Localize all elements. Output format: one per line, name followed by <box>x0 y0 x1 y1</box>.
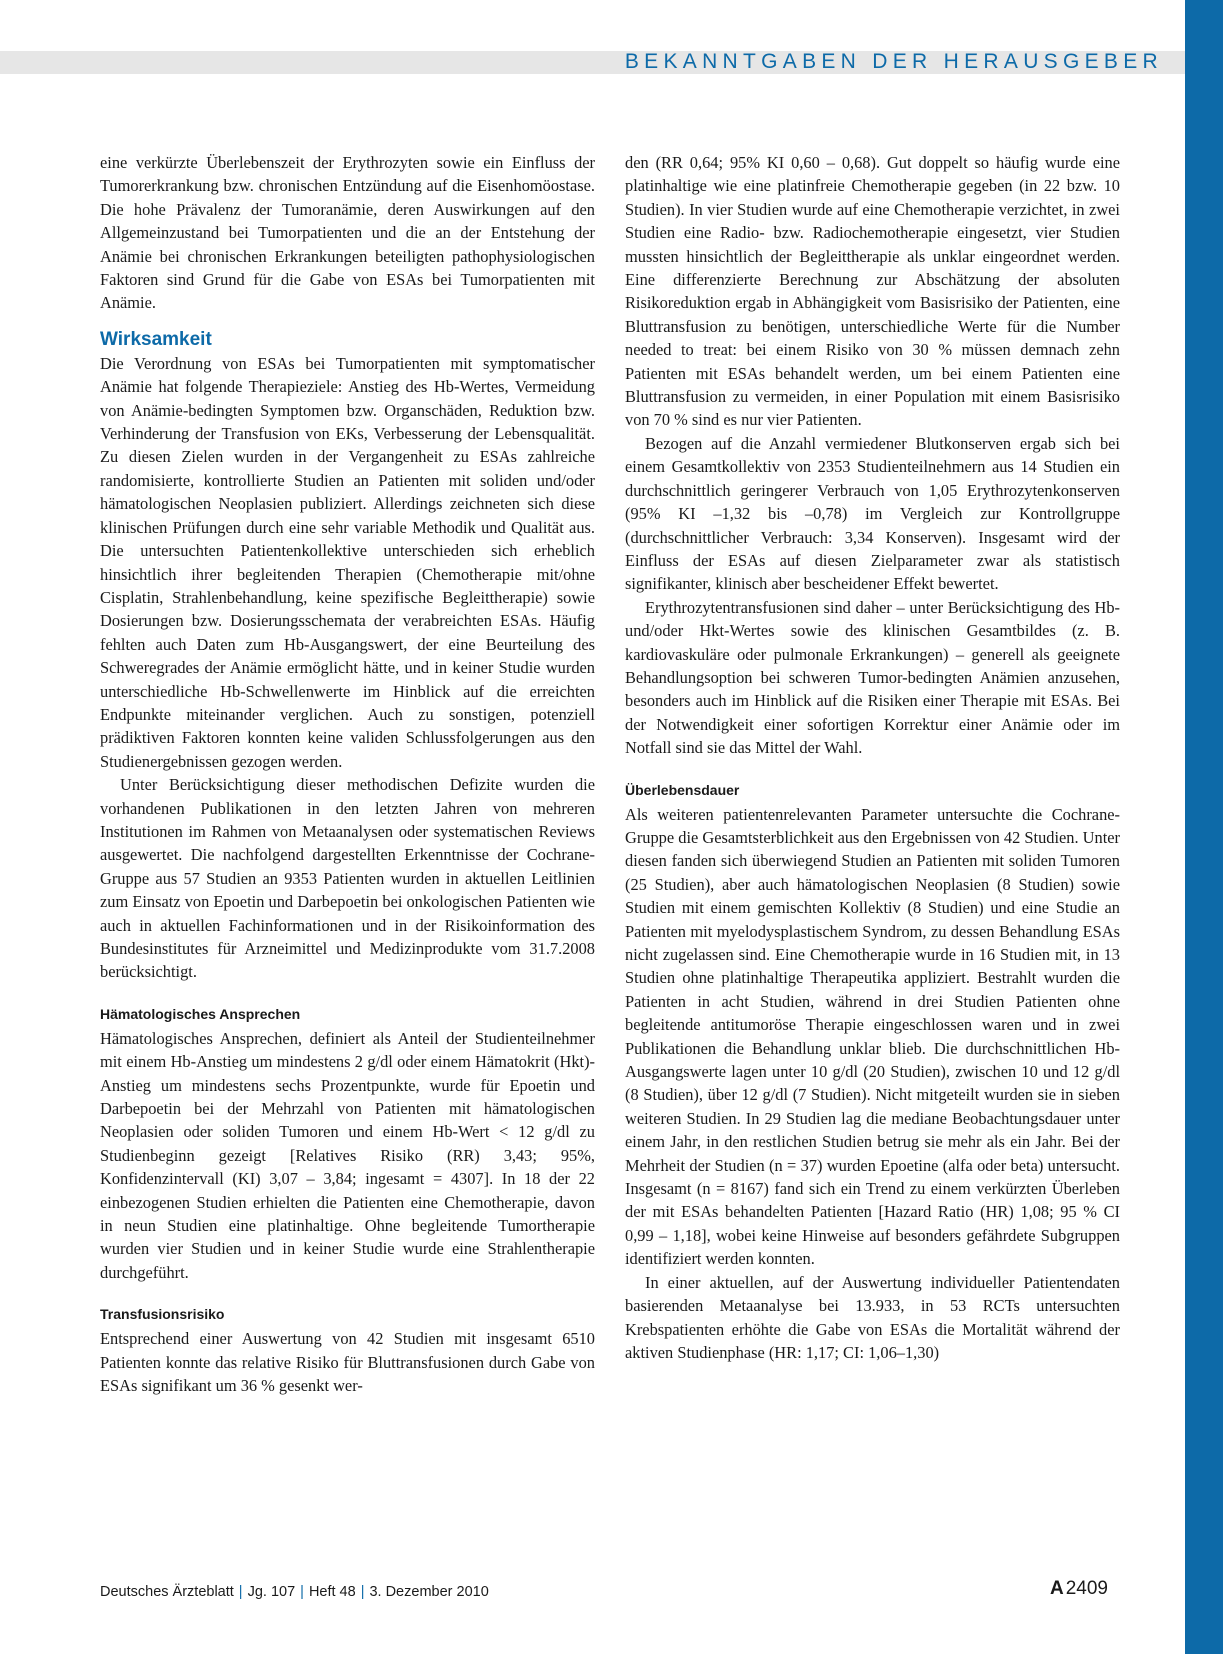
paragraph-transfusion-continued: den (RR 0,64; 95% KI 0,60 – 0,68). Gut doppelt so häufig wurde eine platinhaltige wie eine platinfreie Chemotherapie gegeben (in 22 bzw. 10 Studien). In vier Studien wurde auf eine Chemotherapie verzichtet, in zwei Studien eine Radio- bzw. Radiochemotherapie eingesetzt, vier Studien mussten hinsichtlich der Begleittherapie als unklar eingeordnet werden. Eine differenzierte Berechnung zur Abschätzung der absoluten Risikoreduktion ergab in Abhängigkeit vom Basisrisiko der Patienten, eine Bluttransfusion zu benötigen, unterschiedliche Werte für die Number needed to treat: bei einem Risiko von 30 % müssen demnach zehn Patienten mit ESAs behandelt werden, um bei einem Patienten eine Bluttransfusion zu vermeiden, in einer Population mit einem Basisrisiko von 70 % sind es nur vier Patienten. <box>625 153 1120 430</box>
page-prefix: A <box>1049 1578 1064 1599</box>
footer-separator: | <box>360 1584 365 1600</box>
section-header-title: BEKANNTGABEN DER HERAUSGEBER <box>624 50 1163 73</box>
paragraph-transfusionsrisiko: Entsprechend einer Auswertung von 42 Studien mit insgesamt 6510 Patienten konnte das relative Risiko für Bluttransfusionen durch Gabe von ESAs signifikant um 36 % gesenkt wer- <box>100 1329 595 1396</box>
footer-separator: | <box>300 1584 304 1600</box>
paragraph-blutkonserven: Bezogen auf die Anzahl vermiedener Blutkonserven ergab sich bei einem Gesamtkollektiv von 2353 Studienteilnehmern aus 14 Studien ein durchschnittlich geringerer Verbrauch von 1,05 Erythrozytenkonserven (95% KI –1,32 bis –0,78) im Vergleich zur Kontrollgruppe (durchschnittlicher Verbrauch: 3,34 Konserven). Insgesamt wird der Einfluss der ESAs auf diesen Zielparameter zwar als statistisch signifikanter, klinisch aber bescheidener Effekt bewertet. <box>625 433 1120 594</box>
subheading-haematologisches-ansprechen: Hämatologisches Ansprechen <box>100 1005 301 1022</box>
footer-citation <box>100 1584 489 1600</box>
paragraph-wirksamkeit-2: Unter Berücksichtigung dieser methodischen Defizite wurden die vorhandenen Publikationen in den letzten Jahren von mehreren Institutionen im Rahmen von Metaanalysen oder systematischen Reviews ausgewertet. Die nachfolgend dargestellten Erkenntnisse der Cochrane-Gruppe aus 57 Studien an 9353 Patienten wurden in aktuellen Leitlinien zum Einsatz von Epoetin und Darbepoetin bei onkologischen Patienten wie auch in aktuellen Fachinformationen und in der Risikoinformation des Bundesinstitutes für Arzneimittel und Medizinprodukte vom 31.7.2008 berücksichtigt. <box>100 775 595 982</box>
right-column <box>625 151 1120 1364</box>
subheading-ueberlebensdauer: Überlebensdauer <box>625 781 740 798</box>
subheading-transfusionsrisiko: Transfusionsrisiko <box>100 1306 225 1323</box>
footer-separator: | <box>238 1584 243 1600</box>
paragraph-haematologisches-ansprechen: Hämatologisches Ansprechen, definiert als Anteil der Studienteilnehmer mit einem Hb-Anstieg um mindestens 2 g/dl oder einem Hämatokrit (Hkt)-Anstieg um mindestens sechs Prozentpunkte, wurde für Epoetin und Darbepoetin bei der Mehrzahl von Patienten mit hämatologischen Neoplasien oder soliden Tumoren und einem Hb-Wert < 12 g/dl zu Studienbeginn gezeigt [Relatives Risiko (RR) 3,43; 95%, Konfidenzintervall (KI) 3,07 – 3,84; ingesamt = 4307]. In 18 der 22 einbezogenen Studien erhielten die Patienten eine Chemotherapie, davon in neun Studien eine platinhaltige. Ohne begleitende Tumortherapie wurden vier Studien und in keiner Studie wurde eine Strahlentherapie durchgeführt. <box>100 1028 595 1282</box>
footer-journal: Deutsches Ärzteblatt <box>100 1584 234 1600</box>
heading-wirksamkeit: Wirksamkeit <box>100 328 212 350</box>
footer-volume: Jg. 107 <box>247 1584 296 1600</box>
paragraph-ueberlebensdauer: Als weiteren patientenrelevanten Parameter untersuchte die Cochrane-Gruppe die Gesamtsterblichkeit aus den Ergebnissen von 42 Studien. Unter diesen fanden sich überwiegend Studien an Patienten mit soliden Tumoren (25 Studien), aber auch hämatologischen Neoplasien (8 Studien) sowie Studien mit einem gemischten Kollektiv (8 Studien) und eine Studie an Patienten mit myelodysplastischem Syndrom, zu dessen Behandlung ESAs nicht zugelassen sind. Eine Chemotherapie wurde in 16 Studien mit, in 13 Studien ohne platinhaltige Therapeutika appliziert. Bestrahlt wurden die Patienten in acht Studien, während in drei Studien Patienten ohne begleitende antitumoröse Therapie eingeschlossen waren und in zwei Publikationen die Behandlung unklar blieb. Die durchschnittlichen Hb-Ausgangswerte lagen unter 10 g/dl (20 Studien), zwischen 10 und 12 g/dl (8 Studien), über 12 g/dl (7 Studien). Nicht mitgeteilt wurden sie in sieben weiteren Studien. In 29 Studien lag die mediane Beobachtungsdauer unter einem Jahr, in den restlichen Studien betrug sie mehr als ein Jahr. Bei der Mehrheit der Studien (n = 37) wurden Epoetine (alfa oder beta) untersucht. Insgesamt (n = 8167) fand sich ein Trend zu einem verkürzten Überleben der mit ESAs behandelten Patienten [Hazard Ratio (HR) 1,08; 95 % CI 0,99 – 1,18], wobei keine Hinweise auf besonders gefährdete Subgruppen identifiziert werden konnten. <box>625 804 1120 1269</box>
paragraph-wirksamkeit-1: Die Verordnung von ESAs bei Tumorpatienten mit symptomatischer Anämie hat folgende Therapieziele: Anstieg des Hb-Wertes, Vermeidung von Anämie-bedingten Symptomen bzw. Organschäden, Reduktion bzw. Verhinderung der Transfusion von EKs, Verbesserung der Lebensqualität. Zu diesen Zielen wurden in der Vergangenheit zu ESAs zahlreiche randomisierte, kontrollierte Studien an Patienten mit soliden und/oder hämatologischen Neoplasien publiziert. Allerdings zeichneten sich diese klinischen Prüfungen durch eine sehr variable Methodik und Qualität aus. Die untersuchten Patientenkollektive unterschieden sich erheblich hinsichtlich ihrer begleitenden Therapien (Chemotherapie mit/ohne Cisplatin, Strahlenbehandlung, keine spezifische Begleittherapie) sowie Dosierungen bzw. Dosierungsschemata der verabreichten ESAs. Häufig fehlten auch Daten zum Hb-Ausgangswert, der eine Beurteilung des Schweregrades der Anämie ermöglicht hätte, und in keiner Studie wurden unterschiedliche Hb-Schwellenwerte im Hinblick auf die erreichten Endpunkte miteinander verglichen. Auch zu sonstigen, potenziell prädiktiven Faktoren konnten keine validen Schlussfolgerungen aus den Studienergebnissen gezogen werden. <box>100 353 595 771</box>
paragraph-erythrozytentransfusionen: Erythrozytentransfusionen sind daher – unter Berücksichtigung des Hb- und/oder Hkt-Wertes sowie des klinischen Gesamtbildes (z. B. kardiovaskuläre oder pulmonale Erkrankungen) – generell als geeignete Behandlungsoption bei schweren Tumor-bedingten Anämien anzusehen, besonders auch im Hinblick auf die Risiken einer Therapie mit ESAs. Bei der Notwendigkeit einer sofortigen Korrektur einer Anämie oder im Notfall sind sie das Mittel der Wahl. <box>625 597 1120 758</box>
page-number-value: 2409 <box>1065 1578 1108 1599</box>
paragraph-intro: eine verkürzte Überlebenszeit der Erythrozyten sowie ein Einfluss der Tumorerkrankung bzw. chronischen Entzündung auf die Eisenhomöostase. Die hohe Prävalenz der Tumoranämie, deren Auswirkungen auf den Allgemeinzustand bei Tumorpatienten und die an der Entstehung der Anämie bei chronischen Erkrankungen beteiligten pathophysiologischen Faktoren sind Grund für die Gabe von ESAs bei Tumorpatienten mit Anämie. <box>100 153 595 313</box>
page-number <box>1050 1578 1108 1600</box>
side-color-bar <box>1185 0 1223 1654</box>
paragraph-metaanalyse: In einer aktuellen, auf der Auswertung individueller Patientendaten basierenden Metaanalyse bei 13.933, in 53 RCTs untersuchten Krebspatienten erhöhte die Gabe von ESAs die Mortalität während der aktiven Studienphase (HR: 1,17; CI: 1,06–1,30) <box>625 1272 1120 1362</box>
footer-issue: Heft 48 <box>308 1584 356 1600</box>
left-column <box>100 151 595 1398</box>
footer-date: 3. Dezember 2010 <box>369 1584 489 1600</box>
